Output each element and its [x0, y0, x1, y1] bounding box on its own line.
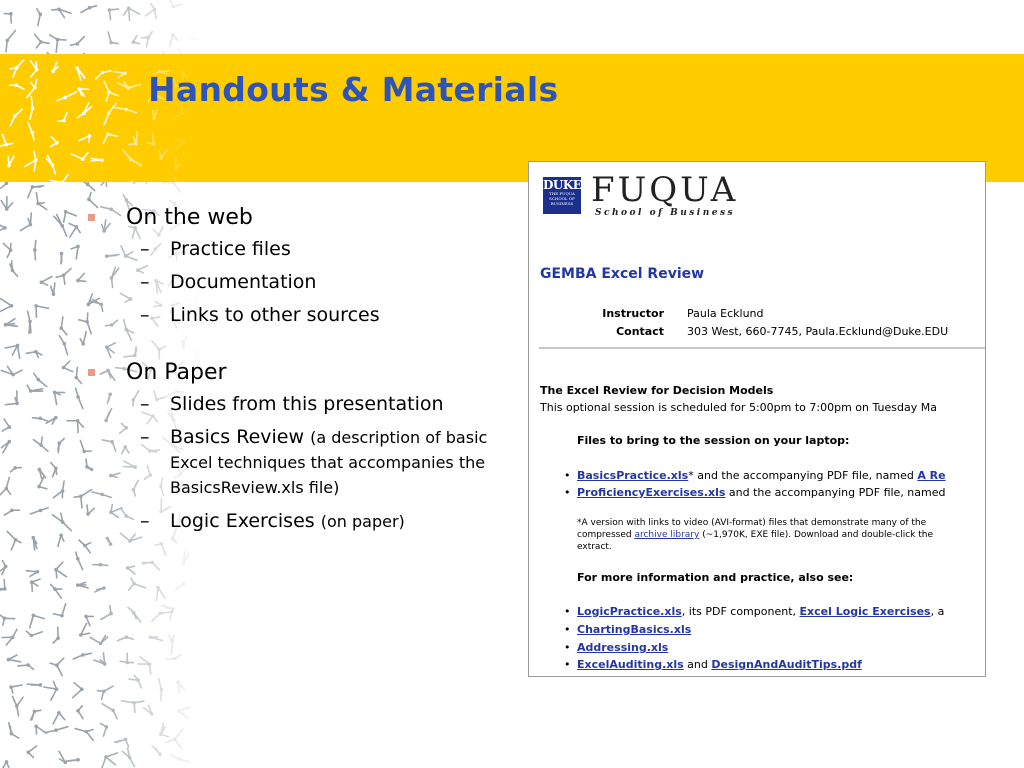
- sub-bullet-basics-review: [88, 425, 488, 500]
- more-heading: For more information and practice, also see:: [577, 571, 854, 584]
- pattern-glyph: [6, 391, 19, 405]
- pattern-glyph: [59, 751, 67, 764]
- pattern-glyph: [138, 657, 151, 674]
- pattern-glyph: [166, 729, 183, 748]
- pattern-glyph: [50, 658, 64, 675]
- dash-marker: –: [140, 510, 150, 532]
- pattern-glyph: [149, 636, 163, 641]
- pattern-glyph: [124, 6, 140, 20]
- pattern-glyph: [71, 37, 85, 46]
- slide-title: Handouts & Materials: [148, 70, 559, 109]
- pattern-glyph: [53, 513, 72, 531]
- pattern-glyph: [81, 6, 97, 13]
- webpage-screenshot: [528, 161, 986, 677]
- divider: [539, 347, 985, 349]
- pattern-glyph: [0, 134, 13, 146]
- pattern-glyph: [108, 32, 118, 44]
- pattern-glyph: [0, 561, 8, 575]
- pattern-glyph: [129, 578, 146, 590]
- pattern-glyph: [75, 368, 82, 384]
- pattern-glyph: [95, 586, 106, 592]
- pattern-glyph: [176, 582, 186, 590]
- pattern-glyph: [30, 97, 34, 120]
- pattern-glyph: [13, 697, 24, 716]
- pattern-glyph: [187, 37, 198, 43]
- sub-bullet-slides: [88, 392, 488, 416]
- pattern-glyph: [75, 729, 93, 741]
- logo-duke-text: DUKE: [543, 178, 581, 192]
- pattern-glyph: [30, 579, 40, 591]
- pattern-glyph: [31, 710, 41, 721]
- pattern-glyph: [126, 566, 135, 574]
- sub-bullet-text: Practice files: [170, 238, 291, 260]
- link-basics-practice[interactable]: BasicsPractice.xls: [577, 469, 689, 482]
- pattern-glyph: [34, 304, 48, 317]
- pattern-glyph: [4, 508, 19, 515]
- link-addressing[interactable]: Addressing.xls: [577, 641, 669, 654]
- pattern-glyph: [169, 177, 181, 182]
- pattern-glyph: [6, 31, 16, 52]
- pattern-glyph: [152, 611, 172, 621]
- pattern-glyph: [51, 62, 58, 73]
- pattern-glyph: [51, 174, 71, 182]
- pattern-glyph: [4, 319, 18, 327]
- list-item: • ChartingBasics.xls: [564, 623, 692, 636]
- pattern-glyph: [57, 439, 64, 453]
- pattern-glyph: [174, 157, 181, 170]
- pattern-glyph: [102, 704, 117, 719]
- pattern-glyph: [46, 156, 55, 174]
- sub-bullet-note: (a description of basic Excel techniques that accompanies the BasicsReview.xls file): [170, 428, 488, 497]
- dash-marker: –: [140, 426, 150, 448]
- pattern-glyph: [104, 82, 118, 102]
- pattern-glyph: [10, 60, 24, 78]
- pattern-glyph: [53, 481, 64, 498]
- pattern-glyph: [101, 723, 109, 736]
- pattern-glyph: [76, 552, 83, 570]
- pattern-glyph: [53, 627, 60, 643]
- fuqua-logo-text: FUQUA: [591, 170, 739, 210]
- pattern-glyph: [10, 83, 24, 89]
- sub-bullet-practice-files: [88, 237, 488, 261]
- pattern-glyph: [9, 723, 19, 738]
- note-line: extract.: [577, 542, 612, 552]
- pattern-glyph: [62, 361, 73, 372]
- sub-bullet-links: [88, 303, 488, 327]
- pattern-glyph: [189, 123, 200, 136]
- pattern-glyph: [26, 350, 41, 358]
- pattern-glyph: [51, 463, 58, 477]
- pattern-glyph: [28, 185, 44, 198]
- pattern-glyph: [101, 606, 113, 620]
- pattern-glyph: [53, 711, 65, 724]
- list-item: • ProficiencyExercises.xls and the accompanying PDF file, named: [564, 486, 946, 499]
- pattern-glyph: [7, 531, 21, 549]
- pattern-glyph: [126, 181, 132, 182]
- pattern-glyph: [131, 36, 139, 44]
- list-item-text: , its PDF component,: [681, 605, 800, 618]
- pattern-glyph: [18, 663, 34, 669]
- pattern-glyph: [3, 243, 12, 257]
- pattern-glyph: [31, 536, 36, 550]
- link-charting-basics[interactable]: ChartingBasics.xls: [577, 623, 692, 636]
- pattern-glyph: [26, 746, 36, 758]
- pattern-glyph: [0, 580, 7, 591]
- pattern-glyph: [31, 61, 39, 77]
- list-item-text: and the accompanying PDF file, named: [725, 486, 946, 499]
- pattern-glyph: [51, 584, 62, 598]
- pattern-glyph: [71, 245, 80, 259]
- pattern-glyph: [122, 701, 144, 713]
- bullet-on-the-web: [88, 203, 488, 233]
- pattern-glyph: [93, 563, 108, 567]
- pattern-glyph: [51, 283, 56, 296]
- link-design-audit-tips[interactable]: DesignAndAuditTips.pdf: [711, 658, 862, 671]
- pattern-glyph: [1, 197, 12, 211]
- dash-marker: –: [140, 393, 150, 415]
- pattern-glyph: [123, 150, 142, 166]
- list-item-text: and: [683, 658, 712, 671]
- school-of-business-text: School of Business: [595, 208, 736, 218]
- pattern-glyph: [190, 717, 200, 731]
- pattern-glyph: [145, 4, 156, 19]
- pattern-glyph: [34, 724, 46, 733]
- pattern-glyph: [1, 440, 11, 453]
- pattern-glyph: [159, 679, 163, 701]
- pattern-glyph: [79, 134, 91, 142]
- pattern-glyph: [50, 35, 66, 52]
- pattern-glyph: [155, 542, 165, 555]
- sub-bullet-note: (on paper): [320, 512, 405, 531]
- note-line: *A version with links to video (AVI-format) files that demonstrate many of the: [577, 518, 927, 528]
- pattern-glyph: [3, 760, 9, 768]
- pattern-glyph: [33, 241, 37, 260]
- video-note: [577, 517, 933, 553]
- pattern-glyph: [5, 344, 20, 359]
- pattern-glyph: [159, 149, 168, 159]
- sub-bullet-text: Slides from this presentation: [170, 393, 444, 415]
- pattern-glyph: [34, 373, 47, 386]
- note-line: compressed archive library (~1,970K, EXE file). Download and double-click the: [577, 530, 934, 540]
- pattern-glyph: [91, 158, 104, 162]
- contact-value: 303 West, 660-7745, Paula.Ecklund@Duke.EDU: [687, 325, 949, 338]
- pattern-glyph: [76, 388, 83, 408]
- pattern-glyph: [58, 533, 64, 546]
- logo-small-text: THE FUQUA SCHOOL OF BUSINESS: [549, 191, 575, 206]
- pattern-glyph: [59, 336, 67, 355]
- pattern-glyph: [75, 66, 84, 79]
- pattern-glyph: [120, 653, 133, 664]
- list-item: • LogicPractice.xls, its PDF component, Excel Logic Exercises, a: [564, 605, 945, 618]
- pattern-glyph: [60, 252, 64, 264]
- pattern-glyph: [28, 311, 32, 333]
- pattern-glyph: [59, 317, 67, 335]
- link-archive-library[interactable]: archive library: [634, 530, 700, 540]
- pattern-glyph: [0, 223, 7, 233]
- pattern-glyph: [54, 604, 66, 618]
- pattern-glyph: [26, 631, 42, 637]
- pattern-glyph: [46, 727, 68, 733]
- dash-marker: –: [140, 304, 150, 326]
- sub-bullet-documentation: [88, 270, 488, 294]
- pattern-glyph: [152, 746, 162, 756]
- pattern-glyph: [33, 417, 49, 422]
- pattern-glyph: [96, 71, 111, 80]
- pattern-glyph: [56, 268, 71, 284]
- pattern-glyph: [77, 87, 88, 96]
- pattern-glyph: [25, 151, 38, 171]
- pattern-glyph: [36, 193, 46, 210]
- sub-bullet-text: Logic Exercises: [170, 510, 315, 532]
- pattern-glyph: [142, 561, 159, 570]
- pattern-glyph: [46, 416, 57, 424]
- files-heading: Files to bring to the session on your laptop:: [577, 434, 850, 447]
- pattern-glyph: [156, 586, 165, 601]
- bullet-text: On the web: [126, 205, 253, 230]
- pattern-glyph: [102, 753, 118, 768]
- pattern-glyph: [52, 7, 71, 17]
- pattern-glyph: [10, 261, 18, 276]
- pattern-glyph: [114, 71, 127, 77]
- pattern-glyph: [28, 123, 34, 140]
- pattern-glyph: [64, 210, 77, 222]
- pattern-glyph: [40, 277, 52, 286]
- pattern-glyph: [170, 755, 189, 762]
- pattern-glyph: [7, 156, 14, 167]
- pattern-glyph: [0, 614, 15, 625]
- dash-marker: –: [140, 271, 150, 293]
- bullet-list: [88, 203, 488, 543]
- pattern-glyph: [27, 385, 42, 393]
- section-text: This optional session is scheduled for 5:00pm to 7:00pm on Tuesday Ma: [540, 401, 937, 414]
- pattern-glyph: [27, 683, 42, 687]
- pattern-glyph: [20, 213, 32, 231]
- pattern-glyph: [73, 653, 91, 659]
- list-item: • ExcelAuditing.xls and DesignAndAuditTips.pdf: [564, 658, 862, 671]
- pattern-glyph: [30, 508, 48, 514]
- instructor-label: Instructor: [602, 307, 664, 320]
- pattern-glyph: [80, 332, 86, 346]
- pattern-glyph: [196, 116, 200, 125]
- pattern-glyph: [77, 103, 91, 118]
- pattern-glyph: [117, 635, 133, 640]
- pattern-glyph: [118, 82, 140, 90]
- pattern-glyph: [69, 223, 80, 237]
- link-a-re[interactable]: A Re: [917, 469, 946, 482]
- pattern-glyph: [94, 653, 107, 666]
- pattern-glyph: [129, 132, 138, 146]
- pattern-glyph: [175, 139, 185, 150]
- bullet-marker: [88, 214, 95, 221]
- bullet-text: On Paper: [126, 360, 227, 385]
- pattern-glyph: [79, 623, 90, 636]
- pattern-glyph: [147, 134, 155, 146]
- pattern-glyph: [7, 655, 21, 662]
- link-excel-logic-exercises[interactable]: Excel Logic Exercises: [799, 605, 931, 618]
- pattern-glyph: [57, 92, 76, 101]
- sub-bullet-text: Documentation: [170, 271, 317, 293]
- pattern-glyph: [103, 132, 117, 143]
- pattern-glyph: [33, 437, 48, 451]
- pattern-glyph: [129, 675, 141, 688]
- pattern-glyph: [144, 706, 154, 716]
- pattern-glyph: [167, 655, 181, 661]
- pattern-glyph: [182, 552, 189, 565]
- pattern-glyph: [0, 477, 11, 496]
- pattern-glyph: [35, 34, 49, 48]
- pattern-glyph: [44, 681, 59, 700]
- webpage-heading: GEMBA Excel Review: [540, 266, 705, 282]
- pattern-glyph: [76, 706, 83, 719]
- link-excel-auditing[interactable]: ExcelAuditing.xls: [577, 658, 684, 671]
- pattern-glyph: [71, 153, 88, 161]
- pattern-glyph: [1, 366, 22, 376]
- link-proficiency-exercises[interactable]: ProficiencyExercises.xls: [577, 486, 726, 499]
- pattern-glyph: [37, 9, 42, 26]
- pattern-glyph: [169, 0, 181, 8]
- contact-label: Contact: [616, 325, 664, 338]
- sub-bullet-logic-exercises: [88, 509, 488, 534]
- duke-logo: [543, 177, 581, 214]
- pattern-glyph: [114, 738, 128, 747]
- pattern-glyph: [73, 683, 84, 698]
- pattern-glyph: [90, 635, 107, 645]
- pattern-glyph: [152, 110, 157, 119]
- pattern-glyph: [2, 419, 11, 431]
- pattern-glyph: [0, 299, 13, 312]
- pattern-glyph: [4, 12, 12, 23]
- pattern-glyph: [159, 723, 168, 737]
- pattern-glyph: [58, 113, 67, 123]
- list-item-text: , a: [930, 605, 945, 618]
- pattern-glyph: [2, 629, 17, 645]
- section-title: The Excel Review for Decision Models: [540, 384, 774, 397]
- sub-bullet-text: Basics Review: [170, 426, 305, 448]
- pattern-glyph: [53, 391, 65, 405]
- pattern-glyph: [177, 707, 190, 718]
- link-logic-practice[interactable]: LogicPractice.xls: [577, 605, 682, 618]
- list-item: • Addressing.xls: [564, 641, 669, 654]
- dash-marker: –: [140, 238, 150, 260]
- list-item-text: * and the accompanying PDF file, named: [688, 469, 918, 482]
- pattern-glyph: [76, 274, 86, 283]
- bullet-on-paper: [88, 358, 488, 388]
- pattern-glyph: [142, 32, 152, 47]
- pattern-glyph: [11, 466, 22, 472]
- pattern-glyph: [10, 109, 22, 125]
- pattern-glyph: [169, 635, 175, 653]
- pattern-glyph: [26, 570, 39, 576]
- pattern-glyph: [97, 686, 113, 699]
- pattern-glyph: [50, 137, 58, 147]
- pattern-glyph: [54, 562, 66, 578]
- pattern-glyph: [30, 614, 45, 628]
- pattern-glyph: [176, 680, 184, 692]
- pattern-glyph: [27, 79, 37, 97]
- pattern-glyph: [67, 419, 83, 432]
- pattern-glyph: [128, 607, 141, 622]
- pattern-glyph: [108, 8, 119, 20]
- pattern-glyph: [170, 33, 178, 46]
- pattern-glyph: [9, 685, 22, 693]
- bullet-marker: [88, 369, 95, 376]
- pattern-glyph: [122, 748, 134, 767]
- pattern-glyph: [76, 582, 88, 588]
- sub-bullet-text: Links to other sources: [170, 304, 380, 326]
- pattern-glyph: [113, 107, 136, 113]
- instructor-value: Paula Ecklund: [687, 307, 764, 320]
- pattern-glyph: [66, 758, 79, 762]
- list-item: • BasicsPractice.xls* and the accompanying PDF file, named A Re: [564, 469, 946, 482]
